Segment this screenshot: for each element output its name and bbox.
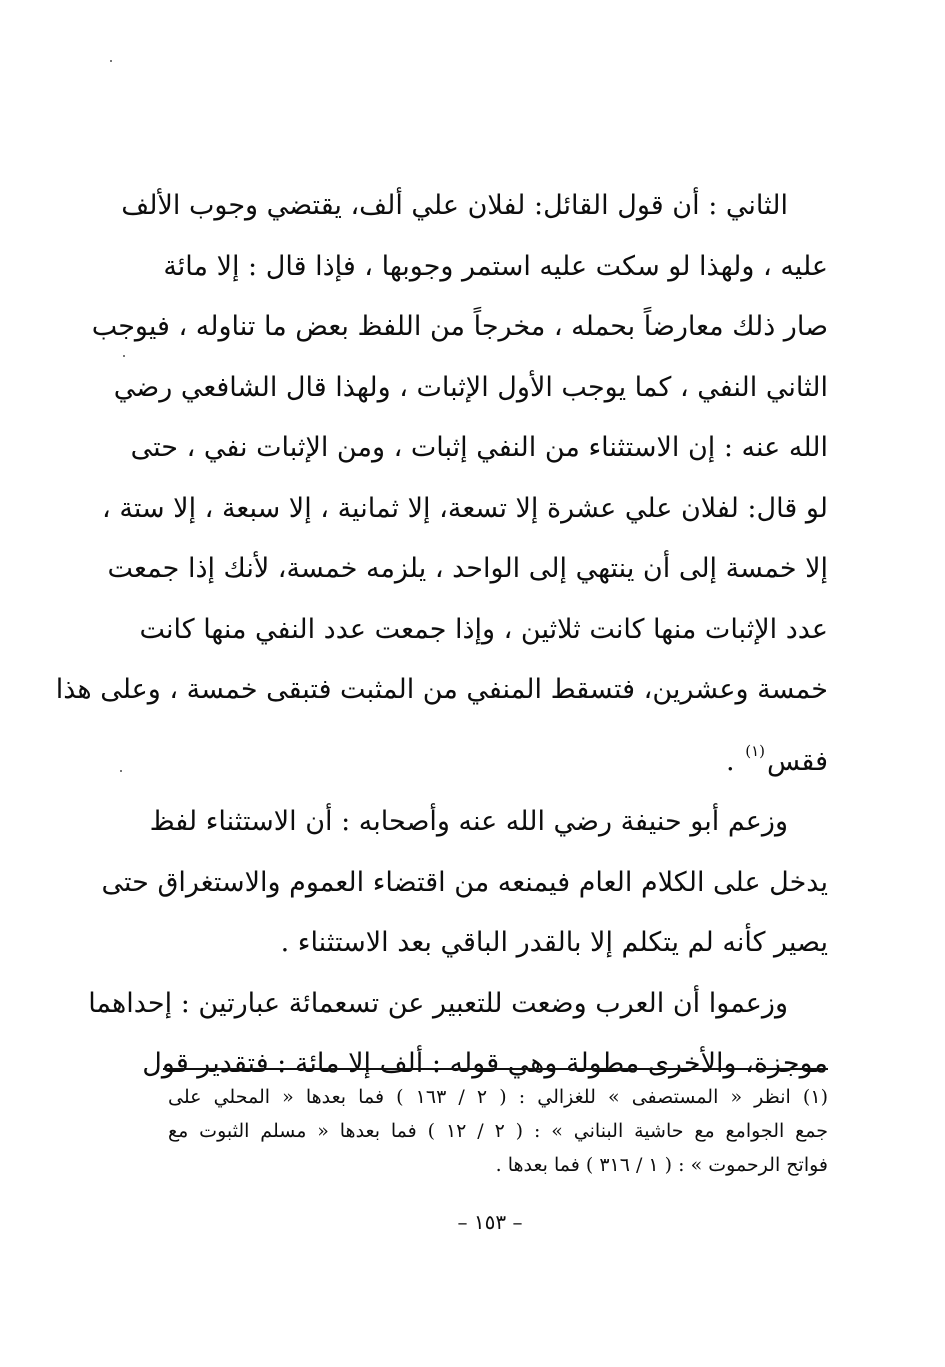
text-line: وزعموا أن العرب وضعت للتعبير عن تسعمائة عبارتين : إحداهما xyxy=(88,987,788,1019)
text-line: خمسة وعشرين، فتسقط المنفي من المثبت فتبقى خمسة ، وعلى هذا xyxy=(55,674,828,705)
page-number: – ١٥٣ – xyxy=(457,1210,523,1234)
scan-speck xyxy=(110,60,112,62)
text-line: عدد الإثبات منها كانت ثلاثين ، وإذا جمعت عدد النفي منها كانت xyxy=(139,613,828,645)
text-line: عليه ، ولهذا لو سكت عليه استمر وجوبها ، فإذا قال : إلا مائة xyxy=(163,250,828,282)
footnote-line: فواتح الرحموت » : ( ١ / ٣١٦ ) فما بعدها . xyxy=(495,1154,828,1176)
text-line: وزعم أبو حنيفة رضي الله عنه وأصحابه : أن الاستثناء لفظ xyxy=(149,806,788,837)
paragraph-1 xyxy=(55,176,828,792)
footnote-line: (١) انظر « المستصفى » للغزالي : ( ٢ / ١٦٣ ) فما بعدها « المحلي على xyxy=(168,1086,828,1108)
text-line: الثاني النفي ، كما يوجب الأول الإثبات ، ولهذا قال الشافعي رضي xyxy=(113,371,828,403)
text-line: موجزة، والأخرى مطولة وهي قوله : ألف إلا مائة : فتقدير قول xyxy=(142,1048,828,1079)
text-line: صار ذلك معارضاً بحمله ، مخرجاً من اللفظ بعض ما تناوله ، فيوجب xyxy=(91,311,828,342)
footnote-reference: (١) xyxy=(745,741,765,760)
text-line: لو قال: لفلان علي عشرة إلا تسعة، إلا ثمانية ، إلا سبعة ، إلا ستة ، xyxy=(102,492,828,524)
text-line: يصير كأنه لم يتكلم إلا بالقدر الباقي بعد الاستثناء . xyxy=(280,927,828,958)
period: . xyxy=(726,745,735,777)
text-line: الله عنه : إن الاستثناء من النفي إثبات ، ومن الإثبات نفي ، حتى xyxy=(130,432,828,463)
text-line: الثاني : أن قول القائل: لفلان علي ألف، يقتضي وجوب الألف xyxy=(121,190,788,221)
footnotes xyxy=(168,1080,828,1182)
text-line-last xyxy=(168,721,828,793)
text-line: يدخل على الكلام العام فيمنعه من اقتضاء العموم والاستغراق حتى xyxy=(101,866,828,898)
main-text xyxy=(55,176,828,1095)
paragraph-2 xyxy=(101,792,828,974)
footnote-line: جمع الجوامع مع حاشية البناني » : ( ٢ / ١٢ ) فما بعدها « مسلم الثبوت مع xyxy=(168,1120,829,1142)
scan-speck xyxy=(120,770,122,772)
text-fragment: فقس xyxy=(767,745,828,777)
footnote-separator xyxy=(163,1068,828,1070)
paragraph-3 xyxy=(88,974,828,1095)
text-line: إلا خمسة إلى أن ينتهي إلى الواحد ، يلزمه خمسة، لأنك إذا جمعت xyxy=(107,553,828,584)
